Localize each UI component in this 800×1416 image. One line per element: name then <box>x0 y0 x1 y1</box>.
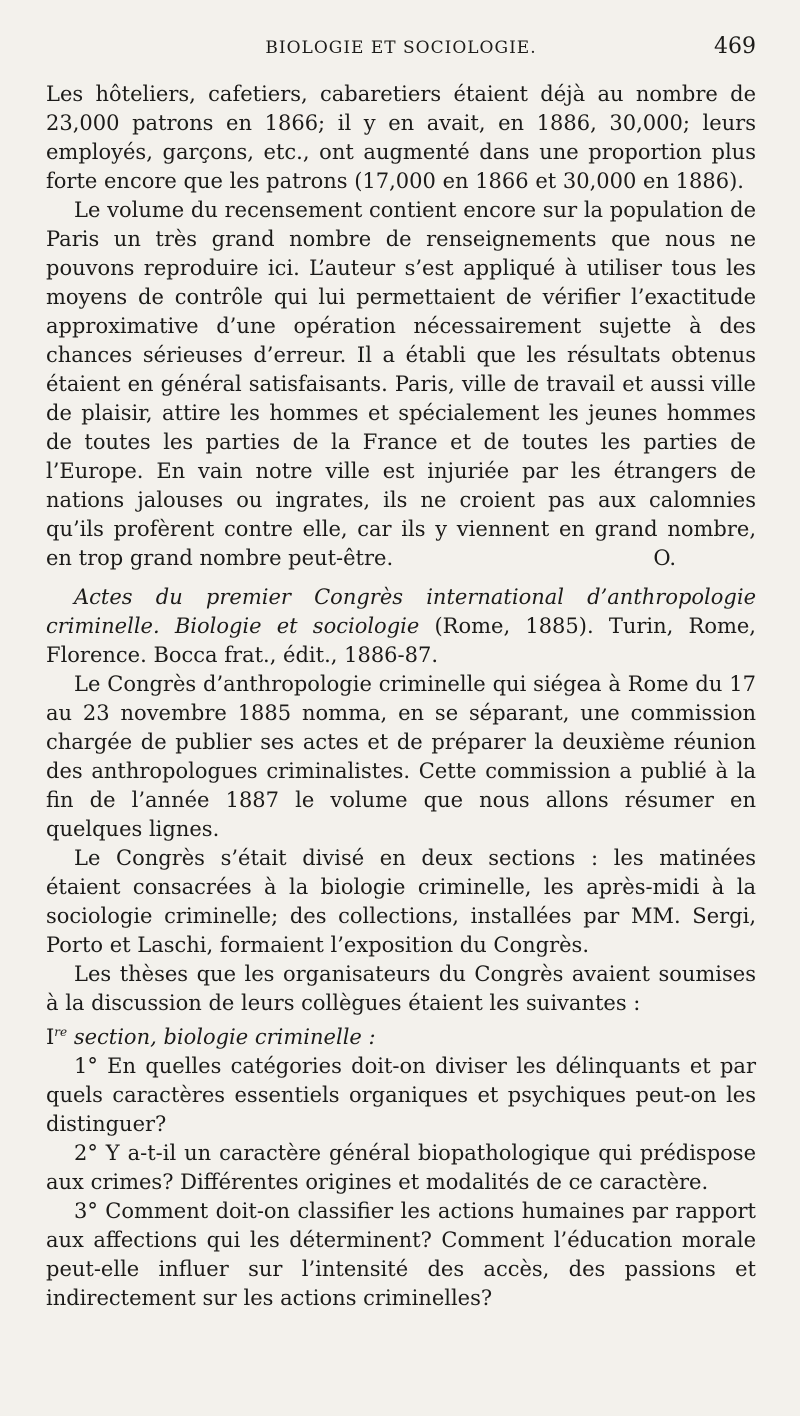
section-label: section, biologie criminelle : <box>67 1025 376 1049</box>
review-publication: (Rome, 1885). Turin, Rome, Florence. Bocca frat., édit., 1886-87. <box>46 614 756 667</box>
question-3: 3° Comment doit-on classifier les actions humaines par rapport aux affections qui les déterminent? Comment l’éducation morale peut-elle influer sur l’intensité des accès, des passions et indirectement sur les actions criminelles? <box>46 1199 756 1310</box>
paragraph-sections: Le Congrès s’était divisé en deux sections : les matinées étaient consacrées à la biologie criminelle, les après-midi à la sociologie criminelle; des collections, installées par MM. Sergi, Porto et Laschi, formaient l’exposition du Congrès. <box>46 846 756 957</box>
review-title: Actes du premier Congrès international d’anthropologie criminelle. Biologie et sociologie <box>46 585 756 638</box>
paragraph-congres: Le Congrès d’anthropologie criminelle qui siégea à Rome du 17 au 23 novembre 1885 nomma, en se séparant, une commission chargée de publier ses actes et de préparer la deuxième réunion des anthropologues criminalistes. Cette commission a publié à la fin de l’année 1887 le volume que nous allons résumer en quelques lignes. <box>46 672 756 841</box>
section-ordinal-suffix: re <box>54 1025 68 1039</box>
paragraph-recensement-text: Le volume du recensement contient encore sur la population de Paris un très grand nombre de renseignements que nous ne pouvons reproduire ici. L’auteur s’est appliqué à utiliser tous les moyens de contrôle qui lui permettaient de vérifier l’exactitude approximative d’une opération nécessairement sujette à des chances sérieuses d’erreur. Il a établi que les résultats obtenus étaient en général satisfaisants. Paris, ville de travail et aussi ville de plaisir, attire les hommes et spécialement les jeunes hommes de toutes les parties de la France et de toutes les parties de l’Europe. En vain notre ville est injuriée par les étrangers de nations jalouses ou ingrates, ils ne croient pas aux calomnies qu’ils profèrent contre elle, car ils y viennent en grand nombre, en trop grand nombre peut-être. <box>46 198 756 570</box>
paragraph-theses: Les thèses que les organisateurs du Congrès avaient soumises à la discussion de leurs collègues étaient les suivantes : <box>46 962 756 1015</box>
paragraph-recensement <box>46 196 756 573</box>
section-heading <box>46 1018 756 1052</box>
question-2: 2° Y a-t-il un caractère général biopathologique qui prédispose aux crimes? Différentes origines et modalités de ce caractère. <box>46 1141 756 1194</box>
page-header <box>46 30 756 80</box>
section-ordinal: I <box>46 1025 55 1049</box>
question-1: 1° En quelles catégories doit-on diviser les délinquants et par quels caractères essentiels organiques et psychiques peut-on les distinguer? <box>46 1054 756 1136</box>
running-head: BIOLOGIE ET SOCIOLOGIE. <box>265 38 537 58</box>
review-heading <box>46 583 756 670</box>
author-signature: O. <box>653 546 676 570</box>
page-number: 469 <box>714 34 756 59</box>
paragraph-hoteliers: Les hôteliers, cafetiers, cabaretiers étaient déjà au nombre de 23,000 patrons en 1866; il y en avait, en 1886, 30,000; leurs employés, garçons, etc., ont augmenté dans une proportion plus forte encore que les patrons (17,000 en 1866 et 30,000 en 1886). <box>46 82 756 193</box>
